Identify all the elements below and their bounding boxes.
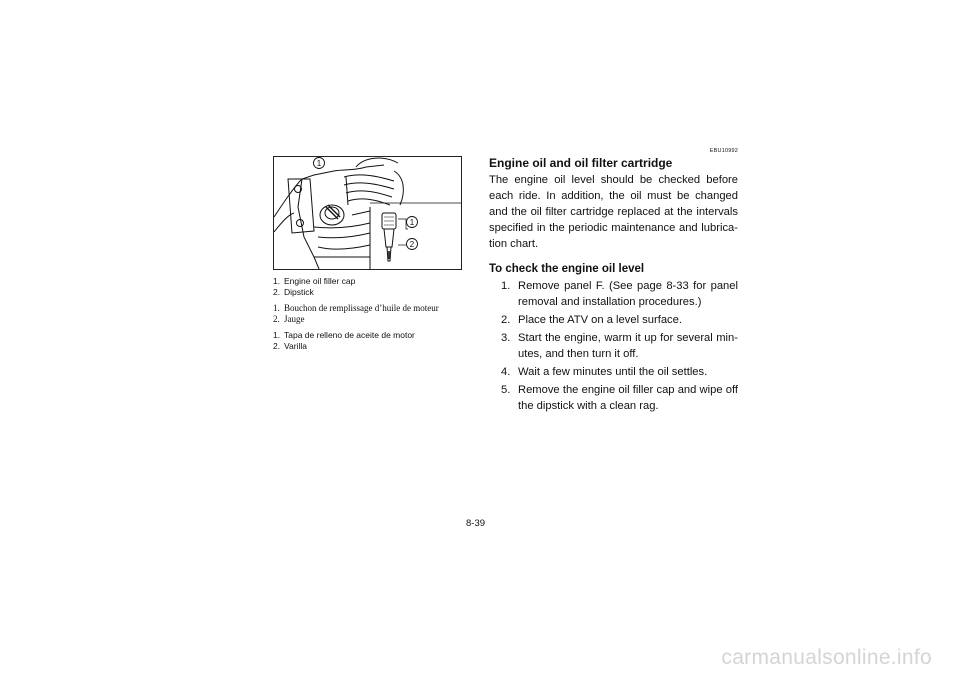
- step-number: 3.: [501, 332, 511, 344]
- step-number: 1.: [501, 280, 511, 292]
- procedure-steps: [489, 278, 738, 414]
- caption-english: [273, 276, 473, 297]
- callout-2-inset: 2: [409, 240, 415, 249]
- step-text: Remove the engine oil filler cap and wipe off the dipstick with a clean rag.: [518, 384, 738, 412]
- step-number: 5.: [501, 384, 511, 396]
- caption-number: 2.: [273, 340, 281, 351]
- caption-french: [273, 303, 473, 324]
- caption-text: Varilla: [284, 340, 307, 351]
- section-intro: The engine oil level should be checked before each ride. In addition, the oil must be changed and the oil filter cartridge replaced at the intervals specified in the periodic maintenance and lubrica-tion chart.: [489, 174, 738, 250]
- caption-text: Engine oil filler cap: [284, 276, 356, 286]
- caption-text: Tapa de relleno de aceite de motor: [284, 330, 415, 340]
- callout-1-top: 1: [316, 159, 322, 168]
- step-text: Wait a few minutes until the oil settles.: [518, 366, 708, 378]
- section-code: EBU10992: [709, 148, 738, 154]
- step-number: 4.: [501, 366, 511, 378]
- step-number: 2.: [501, 314, 511, 326]
- caption-number: 1.: [273, 276, 281, 286]
- step-text: Place the ATV on a level surface.: [518, 314, 682, 326]
- watermark-link[interactable]: carmanualsonline.info: [721, 646, 932, 669]
- figure-captions: [273, 276, 473, 357]
- list-item: [489, 364, 738, 380]
- caption-text: Bouchon de remplissage d’huile de moteur: [284, 303, 439, 313]
- callout-1-inset: 1: [409, 218, 415, 227]
- engine-oil-illustration: [273, 156, 462, 270]
- caption-number: 1.: [273, 303, 280, 313]
- caption-number: 2.: [273, 313, 280, 324]
- engine-drawing: [274, 157, 461, 269]
- caption-spanish: [273, 330, 473, 351]
- procedure-title: To check the engine oil level: [489, 263, 645, 275]
- step-text: Remove panel F. (See page 8-33 for panel removal and installation procedures.): [518, 280, 738, 308]
- caption-text: Dipstick: [284, 286, 314, 297]
- list-item: [489, 330, 738, 362]
- oil-section: [489, 147, 738, 416]
- page-number: 8-39: [466, 518, 486, 529]
- list-item: [489, 312, 738, 328]
- section-title: Engine oil and oil filter cartridge: [489, 156, 673, 170]
- caption-text: Jauge: [284, 313, 305, 324]
- step-text: Start the engine, warm it up for several min-utes, and then turn it off.: [518, 332, 738, 360]
- caption-number: 1.: [273, 330, 281, 340]
- caption-number: 2.: [273, 286, 281, 297]
- list-item: [489, 278, 738, 310]
- list-item: [489, 382, 738, 414]
